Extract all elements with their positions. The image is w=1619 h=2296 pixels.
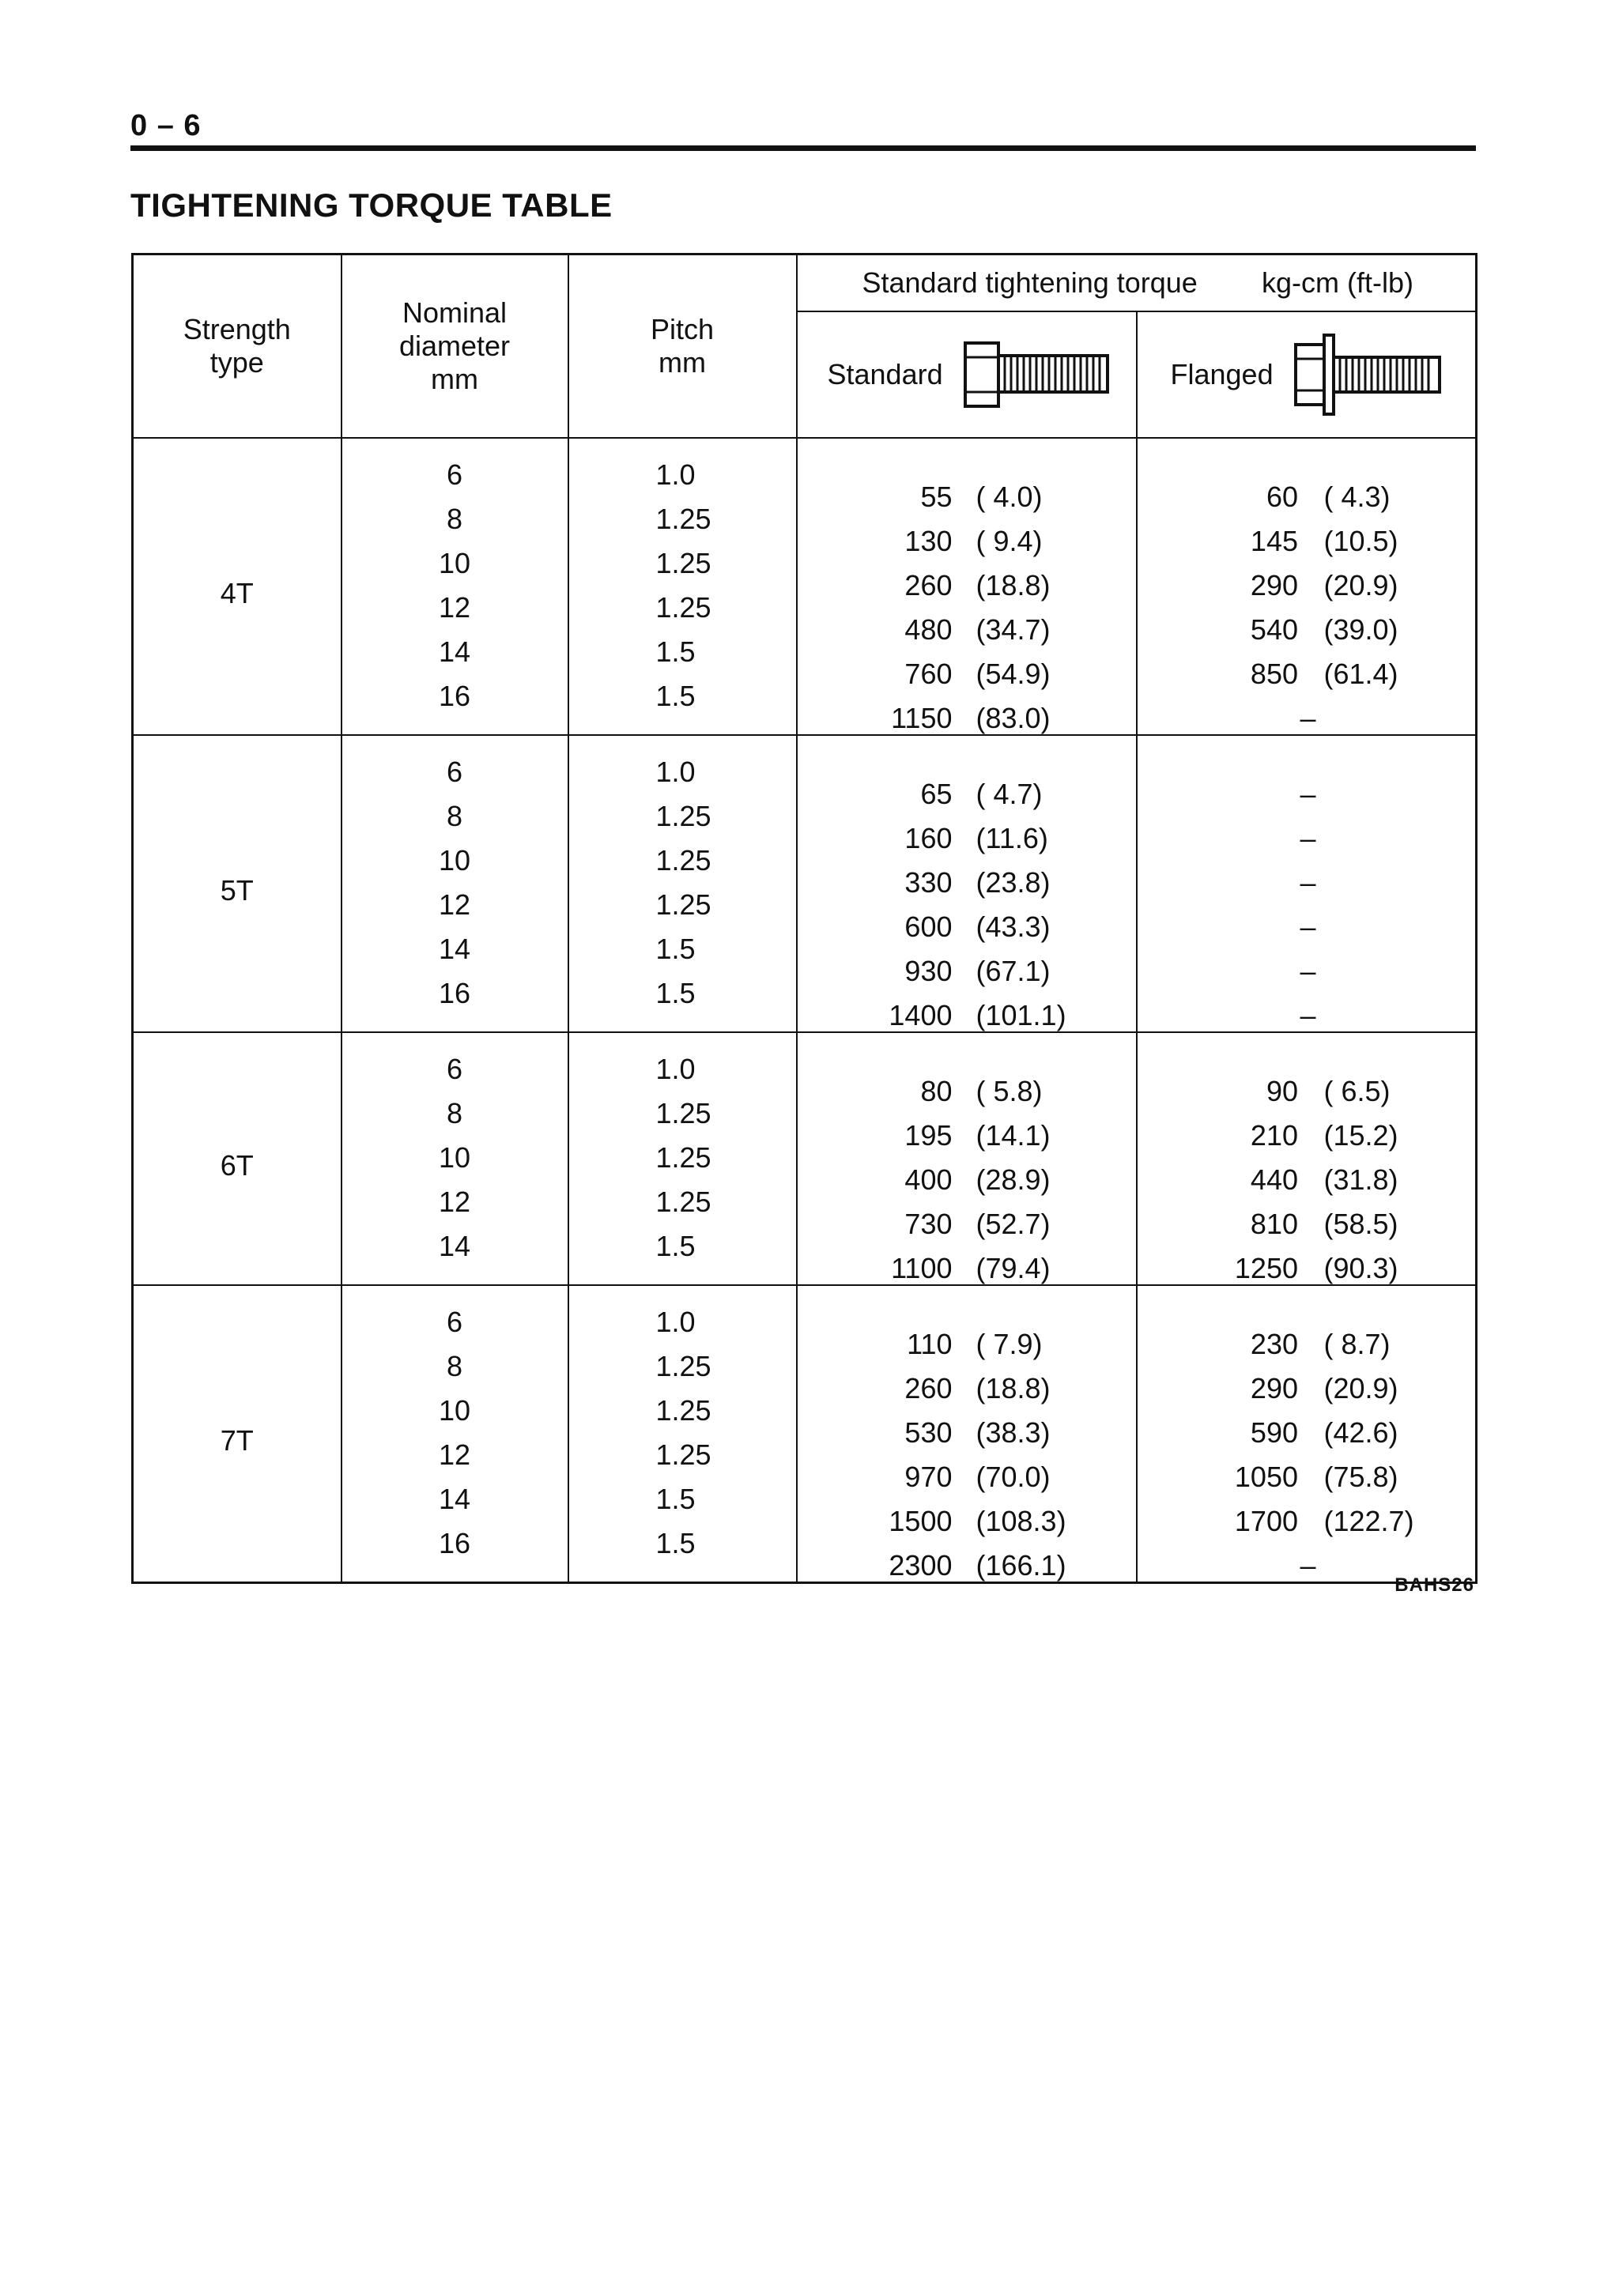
- pitch-cell: 1.5: [568, 1521, 797, 1583]
- standard-torque-kgcm: 400: [904, 1163, 953, 1196]
- standard-torque-kgcm: 730: [904, 1207, 953, 1240]
- nominal-diameter-cell: 12: [342, 1433, 568, 1477]
- flanged-torque-na: –: [1300, 1548, 1316, 1582]
- standard-torque-kgcm: 930: [904, 954, 953, 987]
- header-rule: [130, 145, 1476, 151]
- standard-torque-kgcm: 480: [904, 613, 953, 646]
- pitch-cell: 1.25: [568, 839, 797, 883]
- nominal-diameter-cell: 6: [342, 1285, 568, 1344]
- standard-torque-cell: [797, 1344, 1137, 1404]
- flanged-torque-kgcm: 1250: [1234, 1251, 1298, 1284]
- header-standard-label: Standard: [827, 357, 943, 390]
- standard-torque-cell: [797, 1032, 1137, 1107]
- nominal-diameter-cell: 10: [342, 541, 568, 586]
- standard-torque-cell: [797, 735, 1137, 810]
- standard-torque-ftlb: (54.9): [976, 657, 1051, 690]
- standard-torque-kgcm: 65: [920, 777, 953, 810]
- pitch-cell: 1.0: [568, 438, 797, 497]
- header-nominal-diameter: [342, 254, 568, 438]
- flanged-torque-kgcm: 290: [1250, 568, 1298, 601]
- standard-torque-kgcm: 1100: [891, 1251, 953, 1284]
- standard-torque-cell: [797, 497, 1137, 557]
- nominal-diameter-cell: 12: [342, 1180, 568, 1224]
- pitch-cell: 1.25: [568, 541, 797, 586]
- header-pitch: [568, 254, 797, 438]
- flanged-torque-na: –: [1300, 777, 1316, 810]
- nominal-diameter-cell: 8: [342, 1091, 568, 1136]
- standard-torque-cell: [797, 1285, 1137, 1360]
- flanged-torque-cell: [1137, 1180, 1477, 1240]
- pitch-cell: 1.25: [568, 883, 797, 927]
- standard-torque-cell: [797, 1136, 1137, 1196]
- nominal-diameter-cell: 14: [342, 630, 568, 674]
- standard-torque-kgcm: 1400: [889, 998, 953, 1031]
- header-strength-type: [133, 254, 342, 438]
- flanged-torque-kgcm: 1700: [1234, 1504, 1298, 1537]
- nominal-diameter-cell: 6: [342, 1032, 568, 1091]
- flanged-torque-kgcm: 210: [1250, 1118, 1298, 1152]
- nominal-diameter-cell: 14: [342, 1477, 568, 1521]
- standard-torque-ftlb: ( 9.4): [976, 524, 1043, 557]
- standard-torque-cell: [797, 1091, 1137, 1152]
- pitch-cell: 1.25: [568, 586, 797, 630]
- standard-torque-cell: [797, 1521, 1137, 1583]
- standard-torque-kgcm: 195: [904, 1118, 953, 1152]
- standard-torque-cell: [797, 971, 1137, 1032]
- flanged-torque-ftlb: (20.9): [1323, 568, 1398, 601]
- pitch-cell: 1.0: [568, 735, 797, 794]
- flanged-torque-cell: [1137, 630, 1477, 690]
- flanged-torque-ftlb: (90.3): [1323, 1251, 1398, 1284]
- nominal-diameter-cell: 16: [342, 1521, 568, 1583]
- flanged-torque-na: –: [1300, 701, 1316, 734]
- standard-torque-kgcm: 55: [920, 480, 953, 513]
- standard-torque-kgcm: 1150: [891, 701, 953, 734]
- standard-torque-kgcm: 260: [904, 568, 953, 601]
- standard-torque-ftlb: ( 5.8): [976, 1074, 1043, 1107]
- standard-torque-kgcm: 970: [904, 1460, 953, 1493]
- torque-table: [131, 253, 1477, 1584]
- flanged-torque-cell: [1137, 883, 1477, 943]
- flanged-torque-kgcm: 810: [1250, 1207, 1298, 1240]
- header-nominal-diameter-label: Nominal diameter mm: [398, 296, 511, 395]
- standard-torque-kgcm: 80: [920, 1074, 953, 1107]
- standard-torque-cell: [797, 1224, 1137, 1285]
- standard-torque-kgcm: 330: [904, 865, 953, 899]
- flanged-torque-cell: [1137, 1285, 1477, 1360]
- flanged-torque-na: –: [1300, 821, 1316, 854]
- flanged-torque-cell: [1137, 927, 1477, 987]
- nominal-diameter-cell: 8: [342, 1344, 568, 1389]
- flanged-torque-cell: [1137, 1477, 1477, 1537]
- standard-torque-kgcm: 1500: [889, 1504, 953, 1537]
- page-title: TIGHTENING TORQUE TABLE: [130, 187, 613, 224]
- standard-torque-ftlb: (52.7): [976, 1207, 1051, 1240]
- nominal-diameter-cell: 10: [342, 1136, 568, 1180]
- standard-torque-ftlb: (43.3): [976, 910, 1051, 943]
- standard-torque-ftlb: (101.1): [976, 998, 1066, 1031]
- table-row: [133, 1032, 1477, 1091]
- standard-torque-kgcm: 600: [904, 910, 953, 943]
- flanged-torque-cell: [1137, 735, 1477, 810]
- header-strength-type-label: Strength type: [183, 312, 291, 379]
- nominal-diameter-cell: 16: [342, 674, 568, 735]
- flanged-torque-cell: [1137, 1433, 1477, 1493]
- flanged-torque-cell: [1137, 586, 1477, 646]
- flanged-torque-ftlb: ( 4.3): [1323, 480, 1391, 513]
- flanged-torque-cell: [1137, 1389, 1477, 1449]
- flanged-torque-ftlb: (10.5): [1323, 524, 1398, 557]
- standard-torque-ftlb: (83.0): [976, 701, 1051, 734]
- standard-torque-ftlb: (166.1): [976, 1548, 1066, 1582]
- flanged-torque-cell: [1137, 1091, 1477, 1152]
- standard-torque-ftlb: ( 4.7): [976, 777, 1043, 810]
- standard-torque-cell: [797, 1433, 1137, 1493]
- flanged-torque-cell: [1137, 1521, 1477, 1583]
- nominal-diameter-cell: 16: [342, 971, 568, 1032]
- nominal-diameter-cell: 8: [342, 794, 568, 839]
- standard-torque-kgcm: 760: [904, 657, 953, 690]
- header-pitch-label: Pitch mm: [650, 312, 715, 379]
- flanged-torque-kgcm: 60: [1266, 480, 1298, 513]
- flanged-torque-na: –: [1300, 865, 1316, 899]
- table-row: [133, 735, 1477, 794]
- standard-torque-ftlb: (11.6): [976, 821, 1048, 854]
- pitch-cell: 1.5: [568, 927, 797, 971]
- standard-torque-ftlb: (23.8): [976, 865, 1051, 899]
- flanged-torque-ftlb: (31.8): [1323, 1163, 1398, 1196]
- flanged-torque-cell: [1137, 794, 1477, 854]
- header-flanged: [1137, 311, 1477, 438]
- nominal-diameter-cell: 10: [342, 1389, 568, 1433]
- standard-torque-cell: [797, 883, 1137, 943]
- standard-torque-ftlb: (108.3): [976, 1504, 1066, 1537]
- table-row: [133, 438, 1477, 497]
- standard-torque-cell: [797, 794, 1137, 854]
- flanged-torque-ftlb: (122.7): [1323, 1504, 1414, 1537]
- standard-torque-cell: [797, 1180, 1137, 1240]
- standard-torque-ftlb: (79.4): [976, 1251, 1051, 1284]
- standard-torque-ftlb: (28.9): [976, 1163, 1051, 1196]
- standard-torque-ftlb: (18.8): [976, 1371, 1051, 1404]
- standard-torque-cell: [797, 839, 1137, 899]
- standard-torque-kgcm: 110: [907, 1327, 953, 1360]
- nominal-diameter-cell: 14: [342, 1224, 568, 1285]
- header-torque: [797, 254, 1477, 311]
- flanged-torque-kgcm: 1050: [1234, 1460, 1298, 1493]
- standard-torque-ftlb: (38.3): [976, 1416, 1051, 1449]
- flanged-torque-ftlb: (58.5): [1323, 1207, 1398, 1240]
- flanged-torque-kgcm: 540: [1250, 613, 1298, 646]
- flanged-torque-ftlb: (75.8): [1323, 1460, 1398, 1493]
- torque-table-body: [133, 438, 1477, 1583]
- flanged-torque-cell: [1137, 497, 1477, 557]
- flanged-torque-cell: [1137, 1224, 1477, 1285]
- flanged-torque-kgcm: 440: [1250, 1163, 1298, 1196]
- header-flanged-label: Flanged: [1170, 357, 1274, 390]
- header-standard: [797, 311, 1137, 438]
- pitch-cell: 1.25: [568, 1344, 797, 1389]
- standard-torque-ftlb: (14.1): [976, 1118, 1051, 1152]
- pitch-cell: 1.5: [568, 1224, 797, 1285]
- flanged-torque-cell: [1137, 971, 1477, 1032]
- flanged-torque-cell: [1137, 839, 1477, 899]
- flanged-torque-kgcm: 90: [1266, 1074, 1298, 1107]
- strength-type-cell: 6T: [133, 1032, 342, 1285]
- flanged-torque-ftlb: (39.0): [1323, 613, 1398, 646]
- pitch-cell: 1.25: [568, 1433, 797, 1477]
- flanged-bolt-icon: [1293, 334, 1443, 416]
- page-number: 0 – 6: [130, 109, 202, 142]
- flanged-torque-cell: [1137, 541, 1477, 601]
- standard-torque-cell: [797, 1477, 1137, 1537]
- standard-torque-kgcm: 130: [904, 524, 953, 557]
- flanged-torque-ftlb: ( 8.7): [1323, 1327, 1391, 1360]
- flanged-torque-cell: [1137, 438, 1477, 513]
- standard-torque-ftlb: ( 4.0): [976, 480, 1043, 513]
- pitch-cell: 1.0: [568, 1032, 797, 1091]
- standard-torque-cell: [797, 541, 1137, 601]
- standard-torque-cell: [797, 674, 1137, 735]
- pitch-cell: 1.0: [568, 1285, 797, 1344]
- pitch-cell: 1.25: [568, 1389, 797, 1433]
- flanged-torque-ftlb: ( 6.5): [1323, 1074, 1391, 1107]
- flanged-torque-cell: [1137, 1136, 1477, 1196]
- standard-torque-kgcm: 530: [904, 1416, 953, 1449]
- flanged-torque-na: –: [1300, 910, 1316, 943]
- hex-bolt-icon: [962, 338, 1112, 411]
- nominal-diameter-cell: 6: [342, 438, 568, 497]
- pitch-cell: 1.25: [568, 497, 797, 541]
- flanged-torque-ftlb: (61.4): [1323, 657, 1398, 690]
- standard-torque-cell: [797, 586, 1137, 646]
- strength-type-cell: 4T: [133, 438, 342, 735]
- header-torque-unit: kg-cm (ft-lb): [1262, 266, 1413, 299]
- strength-type-cell: 5T: [133, 735, 342, 1032]
- nominal-diameter-cell: 8: [342, 497, 568, 541]
- reference-code: BAHS26: [1394, 1574, 1474, 1596]
- standard-torque-ftlb: (67.1): [976, 954, 1051, 987]
- flanged-torque-ftlb: (20.9): [1323, 1371, 1398, 1404]
- standard-torque-ftlb: (70.0): [976, 1460, 1051, 1493]
- pitch-cell: 1.5: [568, 971, 797, 1032]
- nominal-diameter-cell: 10: [342, 839, 568, 883]
- flanged-torque-kgcm: 145: [1250, 524, 1298, 557]
- pitch-cell: 1.5: [568, 674, 797, 735]
- flanged-torque-kgcm: 290: [1250, 1371, 1298, 1404]
- flanged-torque-kgcm: 850: [1250, 657, 1298, 690]
- standard-torque-cell: [797, 438, 1137, 513]
- pitch-cell: 1.25: [568, 1091, 797, 1136]
- nominal-diameter-cell: 14: [342, 927, 568, 971]
- flanged-torque-cell: [1137, 1344, 1477, 1404]
- pitch-cell: 1.25: [568, 794, 797, 839]
- table-row: [133, 1285, 1477, 1344]
- flanged-torque-na: –: [1300, 998, 1316, 1031]
- standard-torque-ftlb: (34.7): [976, 613, 1051, 646]
- pitch-cell: 1.25: [568, 1136, 797, 1180]
- nominal-diameter-cell: 6: [342, 735, 568, 794]
- standard-torque-kgcm: 160: [904, 821, 953, 854]
- standard-torque-ftlb: ( 7.9): [976, 1327, 1043, 1360]
- flanged-torque-kgcm: 230: [1250, 1327, 1298, 1360]
- standard-torque-kgcm: 260: [904, 1371, 953, 1404]
- flanged-torque-kgcm: 590: [1250, 1416, 1298, 1449]
- header-torque-title: Standard tightening torque: [862, 266, 1198, 299]
- standard-torque-cell: [797, 927, 1137, 987]
- flanged-torque-cell: [1137, 674, 1477, 735]
- flanged-torque-ftlb: (42.6): [1323, 1416, 1398, 1449]
- flanged-torque-ftlb: (15.2): [1323, 1118, 1398, 1152]
- standard-torque-cell: [797, 630, 1137, 690]
- pitch-cell: 1.5: [568, 1477, 797, 1521]
- strength-type-cell: 7T: [133, 1285, 342, 1583]
- nominal-diameter-cell: 12: [342, 883, 568, 927]
- nominal-diameter-cell: 12: [342, 586, 568, 630]
- pitch-cell: 1.25: [568, 1180, 797, 1224]
- flanged-torque-cell: [1137, 1032, 1477, 1107]
- flanged-torque-na: –: [1300, 954, 1316, 987]
- standard-torque-kgcm: 2300: [889, 1548, 953, 1582]
- pitch-cell: 1.5: [568, 630, 797, 674]
- standard-torque-ftlb: (18.8): [976, 568, 1051, 601]
- standard-torque-cell: [797, 1389, 1137, 1449]
